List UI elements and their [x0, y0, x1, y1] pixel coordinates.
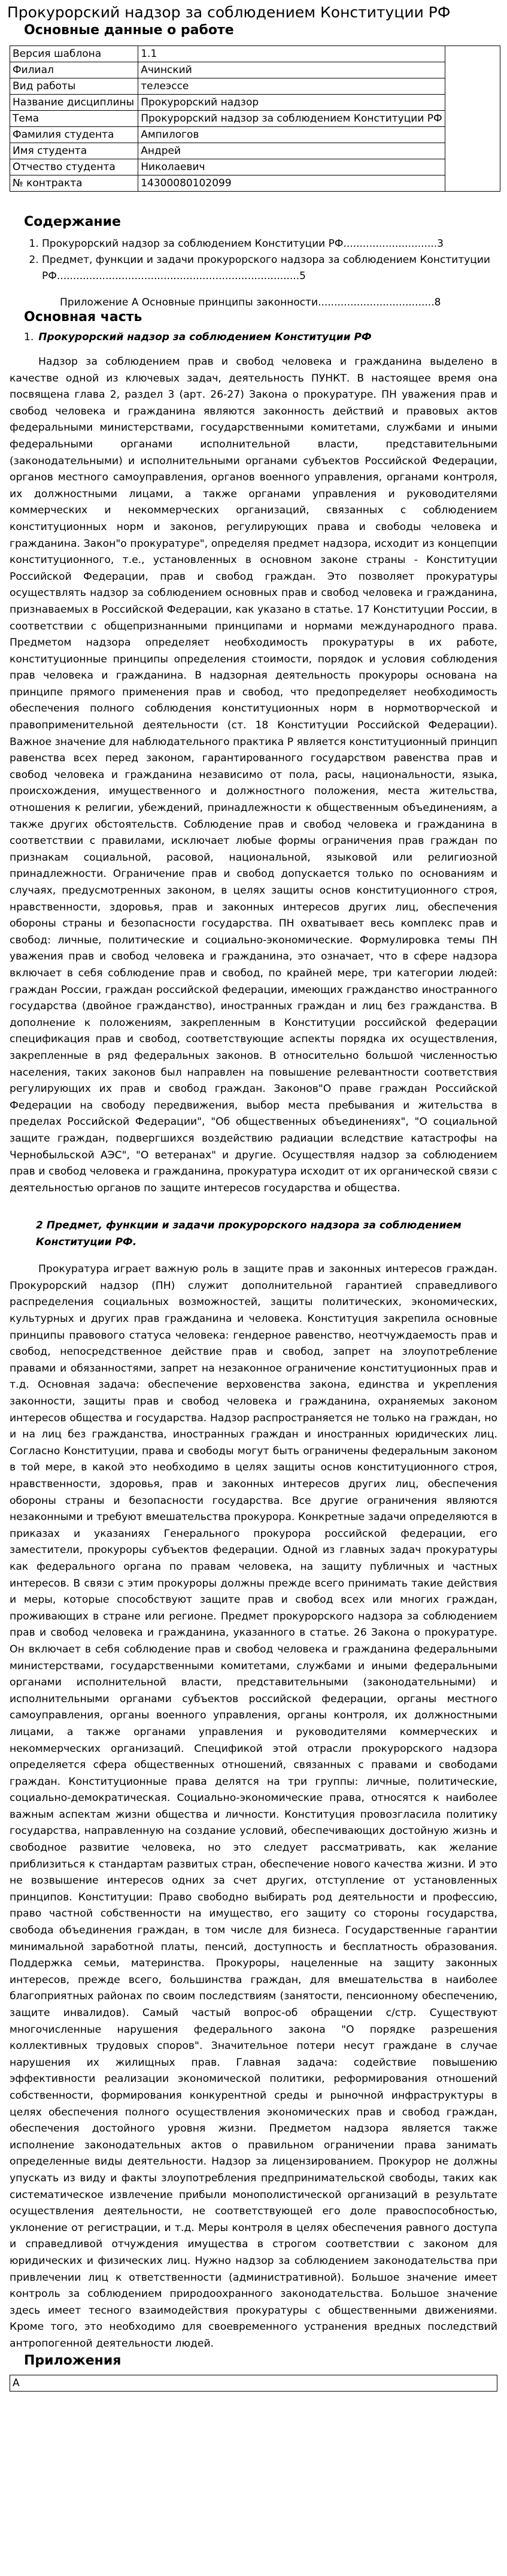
appendix-box: А: [10, 2375, 497, 2392]
part1-number: 1.: [24, 331, 34, 343]
part1-paragraph: Надзор за соблюдением прав и свобод человека и гражданина выделено в качестве одной из ключевых задач, деятельность ПУНКТ. В настоящее время она посвящена глава 2, раздел 3 (арт. 26-27) Закона о прокуратуре. ПН уважения прав и свобод человека и гражданина являются законность действий и правовых актов федеральными министерствами, государственными комитетами, службами и иными федеральными органами исполнительной власти, представительными (законодательными) и исполнительными органами субъектов Российской Федерации, органов местного самоуправления, органов военного управления, органами контроля, их должностными лицами, а также органами управления и руководителями коммерческих и некоммерческих организаций, связанных с соблюдением конституционных норм и законов, регулирующих права и свободы человека и гражданина. Закон"о прокуратуре", определяя предмет надзора, исходит из концепции конституционного, т.е., установленных в основном законе страны - Конституции Российской Федерации, прав и свобод граждан. Это позволяет прокуратуры осуществлять надзор за соблюдением основных прав и свобод человека и гражданина, признаваемых в Российской Федерации, как указано в статье. 17 Конституции России, в соответствии с общепризнанными принципами и нормами международного права. Предметом надзора определяет необходимость прокуратуры в их работе, конституционные принципы определения стоимости, порядок и условия соблюдения прав человека и гражданина. В надзорная деятельность прокуроры основана на принципе прямого применения прав и свобод, что предопределяет необходимость обеспечения полного соблюдения конституционных норм в нормотворческой и правоприменительной деятельности (ст. 18 Конституции Российской Федерации). Важное значение для наблюдательного практика Р является конституционный принцип равенства всех перед законом, гарантированного государством равенства прав и свобод человека и гражданина независимо от пола, расы, национальности, языка, происхождения, имущественного и должностного положения, места жительства, отношения к религии, убеждений, принадлежности к общественным объединениям, а также других обстоятельств. Соблюдение прав и свобод человека и гражданина в соответствии с правилами, исключает любые формы ограничения прав граждан по признакам социальной, расовой, национальной, языковой или религиозной принадлежности. Ограничение прав и свобод допускается только по основаниям и случаях, предусмотренных законом, в целях защиты основ конституционного строя, нравственности, здоровья, прав и законных интересов других лиц, обеспечения обороны страны и безопасности государства. ПН охватывает весь комплекс прав и свобод: личные, политические и социально-экономические. Формулировка темы ПН уважения прав и свобод человека и гражданина, это означает, что в сфере надзора включает в себя соблюдение прав и свобод, по крайней мере, три категории людей: граждан России, граждан российской федерации, имеющих гражданство иностранного государства (двойное гражданство), иностранных граждан и лиц без гражданства. В дополнение к положениям, закрепленным в Конституции российской федерации спецификация прав и свобод, соответствующие аспекты порядка их осуществления, закрепленные в ряд федеральных законов. В относительно большой численностью населения, таких законов был направлен на повышение релевантности соответствия регулирующих их прав и свобод граждан. Законов"О праве граждан Российской Федерации на свободу передвижения, выбор места пребывания и жительства в пределах Российской Федерации", "Об общественных объединениях", "О социальной защите граждан, подвергшихся воздействию радиации вследствие катастрофы на Чернобыльской АЭС", "О ветеранах" и другие. Осуществляя надзор за соблюдением прав и свобод человека и гражданина, прокуратура исходит от их органической связи с деятельностью органов по защите интересов государства и общества.: [10, 356, 497, 1194]
info-value: Ампилогов: [138, 127, 445, 143]
info-key: Фамилия студента: [10, 127, 138, 143]
info-key: Версия шаблона: [10, 46, 138, 62]
toc-item[interactable]: 1. Прокурорский надзор за соблюдением Конституции РФ.............................3: [42, 236, 500, 252]
part1-title-text: Прокурорский надзор за соблюдением Конституции РФ: [38, 331, 372, 343]
info-value: 1.1: [138, 46, 445, 62]
toc-appendix-item[interactable]: Приложение А Основные принципы законности....................................8: [60, 296, 441, 308]
info-value: 14300080102099: [138, 175, 445, 192]
info-row: [10, 46, 500, 62]
info-row: [10, 62, 500, 78]
info-value: Николаевич: [138, 159, 445, 175]
info-table: [10, 46, 500, 192]
basic-data-heading: Основные данные о работе: [24, 23, 234, 38]
document-page: [0, 4, 507, 2392]
table-of-contents: [24, 213, 500, 308]
info-key: Название дисциплины: [10, 95, 138, 111]
info-key: Отчество студента: [10, 159, 138, 175]
appendix-heading: Приложения: [24, 2353, 122, 2369]
part2-title: 2 Предмет, функции и задачи прокурорского надзора за соблюдением Конституции РФ.: [36, 1219, 462, 1249]
info-empty-cell: [445, 111, 500, 127]
info-empty-cell: [445, 175, 500, 192]
info-value: Андрей: [138, 143, 445, 159]
info-key: Филиал: [10, 62, 138, 78]
info-row: [10, 143, 500, 159]
info-value: Ачинский: [138, 62, 445, 78]
info-empty-cell: [445, 78, 500, 95]
info-empty-cell: [445, 46, 500, 62]
info-empty-cell: [445, 95, 500, 111]
info-key: Вид работы: [10, 78, 138, 95]
info-empty-cell: [445, 143, 500, 159]
toc-heading: Содержание: [24, 214, 121, 229]
document-title: Прокурорский надзор за соблюдением Конституции РФ: [7, 4, 451, 21]
part1-title: [24, 331, 500, 343]
info-key: Имя студента: [10, 143, 138, 159]
info-empty-cell: [445, 127, 500, 143]
info-row: [10, 175, 500, 192]
info-key: № контракта: [10, 175, 138, 192]
info-row: [10, 111, 500, 127]
info-value: Прокурорский надзор: [138, 95, 445, 111]
toc-list: [24, 236, 500, 284]
part2-paragraph: Прокуратура играет важную роль в защите прав и законных интересов граждан. Прокурорский надзор (ПН) служит дополнительной гарантией справедливого распределения социальных возможностей, защиты политических, экономических, культурных и других прав гражданина и человека. Конституция закрепила основные принципы правового статуса человека: гендерное равенство, неотчуждаемость прав и свобод, непосредственное действие прав и свобод, запрет на злоупотребление правами и обязанностями, запрет на незаконное ограничение конституционных прав и т.д. Основная задача: обеспечение верховенства закона, единства и укрепления законности, защиты прав и свобод человека и гражданина, охраняемых законом интересов общества и государства. Надзор распространяется не только на граждан, но и на лиц без гражданства, иностранных граждан и иностранных юридических лиц. Согласно Конституции, права и свободы могут быть ограничены федеральным законом в той мере, в какой это необходимо в целях защиты основ конституционного строя, нравственности, здоровья, прав и законных интересов других лиц, обеспечения обороны страны и безопасности государства. Все другие ограничения являются незаконными и требуют вмешательства прокурора. Конкретные задачи определяются в приказах и указаниях Генерального прокурора российской федерации, его заместители, прокуроры субъектов федерации. Одной из главных задач прокуратуры как федерального органа по правам человека, на защиту публичных и частных интересов. В связи с этим прокуроры должны прежде всего принимать такие действия и меры, которые способствуют защите прав и свобод всех или многих граждан, проживающих в стране или регионе. Предмет прокурорского надзора за соблюдением прав и свобод человека и гражданина, указанного в статье. 26 Закона о прокуратуре. Он включает в себя соблюдение прав и свобод человека и гражданина федеральными министерствами, государственными комитетами, службами и иными федеральными органами исполнительной власти, представительными (законодательными) и исполнительными органами субъектов российской федерации, органы местного самоуправления, органы военного управления, органы контроля, их должностными лицами, а также органами управления и руководителями коммерческих и некоммерческих организаций. Спецификой этой отрасли прокурорского надзора определяется сфера общественных отношений, связанных с правами и свободами граждан. Конституционные права делятся на три группы: личные, политические, социально-демократическая. Социально-экономические права, относятся к наиболее важным аспектам жизни общества и личности. Конституция провозгласила политику государства, направленную на создание условий, обеспечивающих достойную жизнь и свободное развитие человека, но это следует рассматривать, как желание приблизиться к стандартам развитых стран, обеспечение нового качества жизни. И это не возвышение интересов одних за счет других, отступление от установленных принципов. Конституции: Право свободно выбирать род деятельности и профессию, право частной собственности на имущество, его защиту со стороны государства, свобода объединения граждан, в том числе для бизнеса. Государственные гарантии минимальной заработной платы, пенсий, доступность и бесплатность образования. Поддержка семьи, материнства. Прокуроры, нацеленные на защиту законных интересов, прежде всего, большинства граждан, для вмешательства в наиболее благоприятных районах по своим последствиям (занятости, пенсионному обеспечению, защите инвалидов). Самый частый вопрос-об обращении с/стр. Существуют многочисленные нарушения федерального закона "О порядке разрешения коллективных трудовых споров". Значительное потери несут граждане в случае нарушения их жилищных прав. Главная задача: содействие повышению эффективности реализации экономической политики, реформирования отношений собственности, формирования конкурентной среды и рыночной инфраструктуры в целях обеспечения полного осуществления экономических прав и свобод граждан, обеспечения достойного уровня жизни. Предметом надзора является также исполнение законодательных актов о правильном ограничении права занимать определенные виды деятельности. Надзор за лицензированием. Прокурор не должны упускать из виду и факты злоупотребления предпринимательской свободы, таких как систематическое извлечение прибыли монополистической организаций в результате осуществления деятельности, не соответствующей его доле правоспособностью, уклонение от регистрации, и т.д. Меры контроля в целях обеспечения равного доступа и справедливой отчуждения имущества в строгом соответствии с законом для юридических и физических лиц. Нужно надзор за соблюдением законодательства при привлечении лиц к ответственности (административной). Большое значение имеет контроль за соблюдением природоохранного законодательства. Большое значение здесь имеет тесного взаимодействия прокуратуры с общественными движениями. Кроме того, это необходимо для своевременного устранения вредных последствий антропогенной деятельности людей.: [10, 1263, 497, 2350]
info-row: [10, 95, 500, 111]
info-key: Тема: [10, 111, 138, 127]
info-row: [10, 78, 500, 95]
toc-item[interactable]: 2. Предмет, функции и задачи прокурорского надзора за соблюдением Конституции РФ...........................................................................5: [42, 252, 500, 284]
main-part-heading: Основная часть: [24, 310, 142, 325]
info-row: [10, 127, 500, 143]
info-value: телеэссе: [138, 78, 445, 95]
info-empty-cell: [445, 159, 500, 175]
info-value: Прокурорский надзор за соблюдением Конституции РФ: [138, 111, 445, 127]
info-row: [10, 159, 500, 175]
info-empty-cell: [445, 62, 500, 78]
